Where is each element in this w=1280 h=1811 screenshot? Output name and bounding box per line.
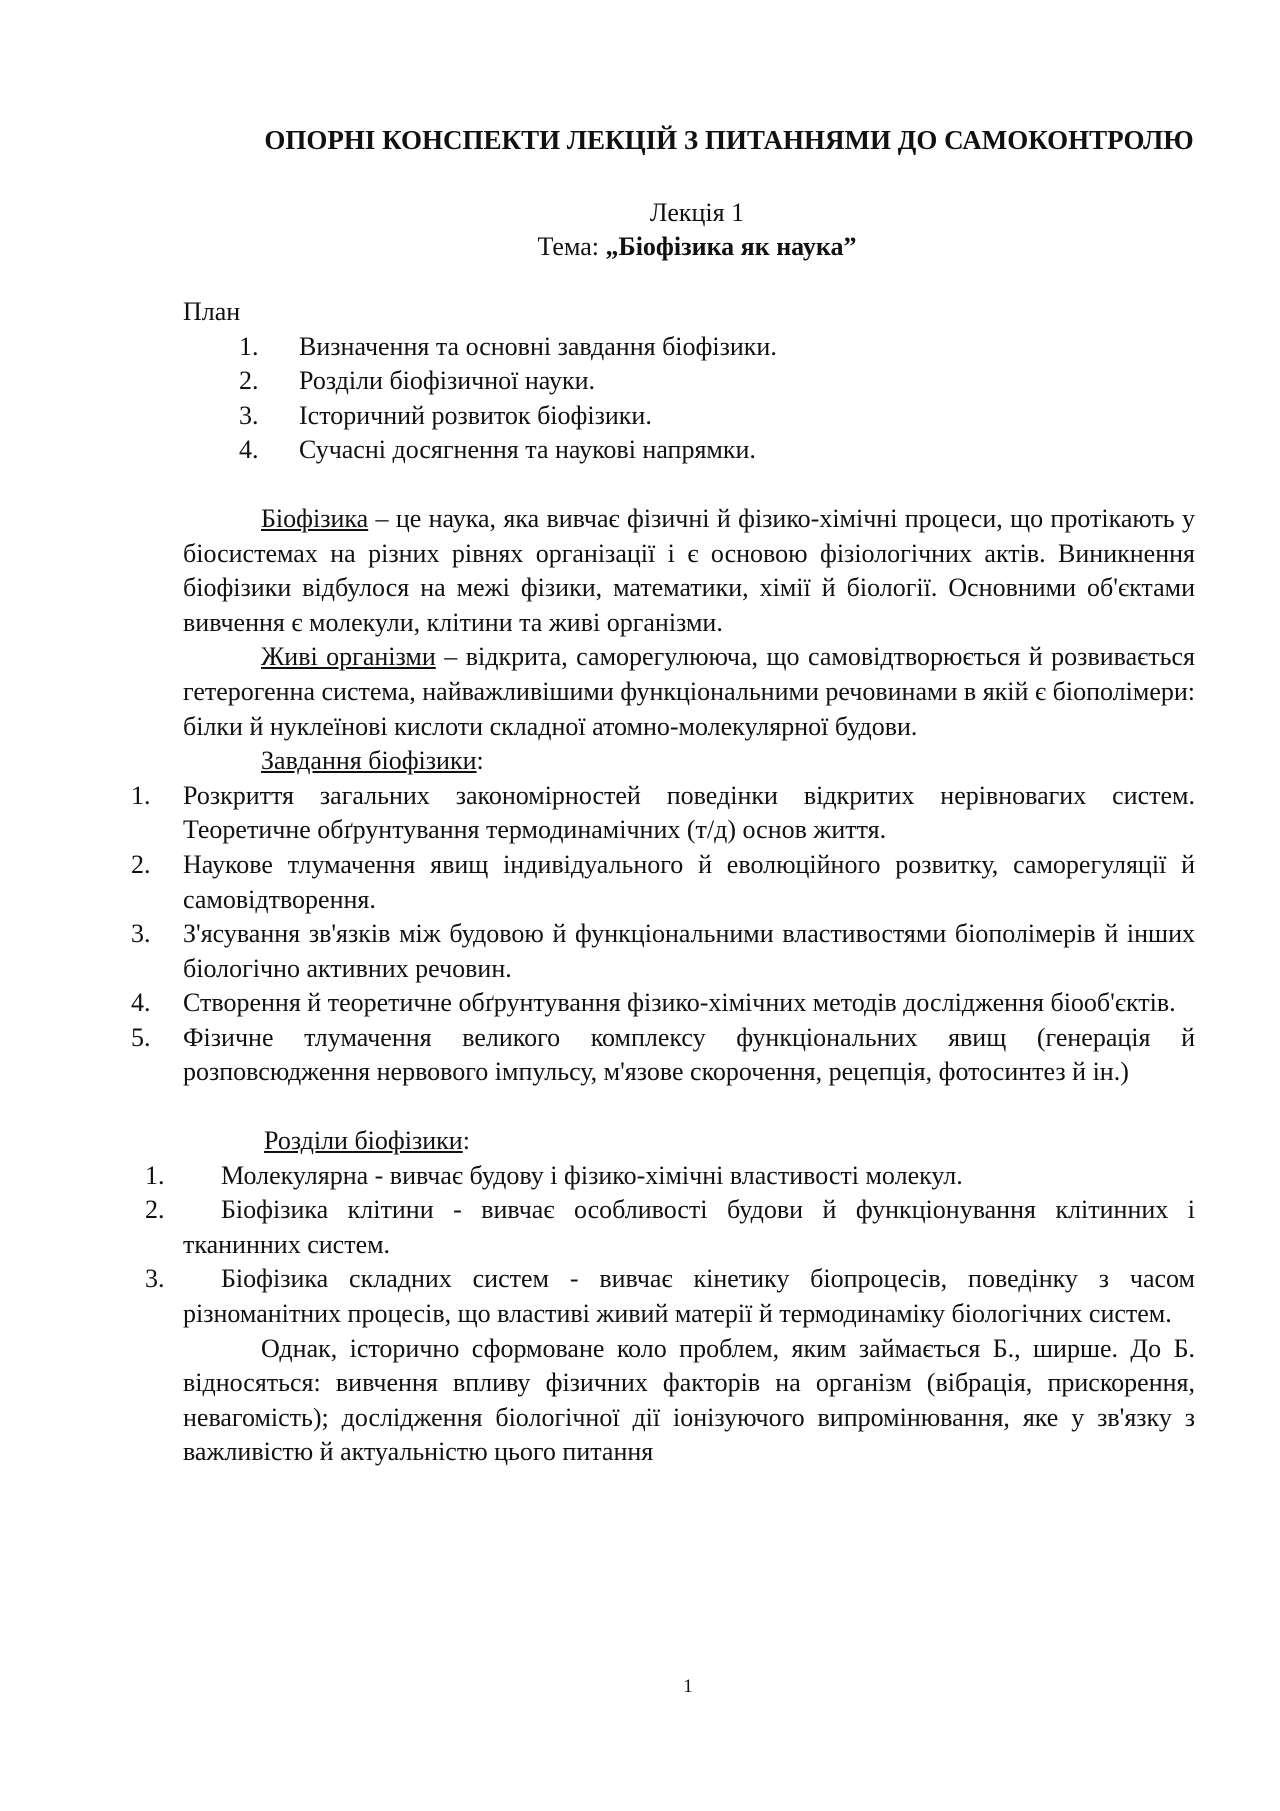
section-number: 2. [145,1195,165,1225]
task-text: Наукове тлумачення явищ індивідуального й еволюційного розвитку, саморегуляції й самовідтворення. [183,849,1195,914]
task-text: З'ясування зв'язків між будовою й функціональними властивостями біополімерів й інших біологічно активних речовин. [183,919,1195,983]
sections-heading [183,1124,1195,1159]
lecture-label: Лекція 1 [649,198,745,227]
plan-item [183,399,1195,434]
plan-item-number: 4. [239,435,259,465]
organisms-term: Живі організми [261,642,436,672]
task-number: 4. [131,988,151,1018]
tasks-list [131,779,1195,1090]
biophysics-definition [183,502,1195,640]
task-number: 3. [131,919,151,949]
tasks-heading-colon: : [476,746,484,776]
task-item [131,986,1195,1021]
biophysics-definition-text: – це наука, яка вивчає фізичні й фізико-хімічні процеси, що протікають у біосистемах на різних рівнях організації і є основою фізіологічних актів. Виникнення біофізики відбулося на межі фізики, математики, хімії й біології. Основними об'єктами вивчення є молекули, клітини та живі організми. [183,503,1195,637]
section-item [145,1262,1195,1331]
task-number: 2. [131,849,151,879]
task-item [131,1021,1195,1090]
section-text: Молекулярна - вивчає будову і фізико-хімічні властивості молекул. [221,1160,963,1190]
lecture-topic-line [199,230,1195,264]
section-number: 3. [145,1264,165,1294]
biophysics-term: Біофізика [261,503,369,533]
lecture-header [199,196,1195,264]
closing-paragraph: Однак, історично сформоване коло проблем, яким займається Б., ширше. До Б. відносяться: вивчення впливу фізичних факторів на організм (вібрація, прискорення, невагомість); дослідження біологічної дії іонізуючого випромінювання, яке у зв'язку з важливістю й актуальністю цього питання [183,1333,1195,1467]
task-item [131,779,1195,848]
plan-item [183,433,1195,468]
organisms-definition-text: – відкрита, саморегулююча, що самовідтворюється й розвивається гетерогенна система, найважливішими функціональними речовинами в якій є біополімери: білки й нуклеїнові кислоти складної атомно-молекулярної будови. [183,642,1195,741]
task-text: Створення й теоретичне обґрунтування фізико-хімічних методів дослідження біооб'єктів. [183,988,1176,1018]
plan-item-number: 2. [239,366,259,396]
task-number: 1. [131,780,151,810]
plan-list [183,330,1195,468]
topic-prefix: Тема: [537,232,606,261]
plan-heading: План [183,297,241,326]
page-content [131,124,1195,1470]
plan-item-text: Розділи біофізичної науки. [299,366,596,396]
organisms-definition [183,640,1195,744]
sections-heading-colon: : [462,1126,470,1156]
task-text: Фізичне тлумачення великого комплексу функціональних явищ (генерація й розповсюдження нервового імпульсу, м'язове скорочення, рецепція, фотосинтез й ін.) [183,1022,1195,1087]
sections-heading-text: Розділи біофізики [264,1126,463,1156]
section-item [145,1193,1195,1262]
plan-item-number: 3. [239,400,259,430]
section-text: Біофізика клітини - вивчає особливості будови й функціонування клітинних і тканинних систем. [183,1195,1195,1259]
section-text: Біофізика складних систем - вивчає кінетику біопроцесів, поведінку з часом різноманітних процесів, що властиві живий матерії й термодинаміку біологічних систем. [183,1264,1195,1329]
topic-title: „Біофізика як наука” [605,232,857,261]
plan-item-text: Визначення та основні завдання біофізики. [299,331,777,361]
document-title: ОПОРНІ КОНСПЕКТИ ЛЕКЦІЙ З ПИТАННЯМИ ДО САМОКОНТРОЛЮ [264,125,1194,155]
tasks-heading [183,744,1195,779]
task-text: Розкриття загальних закономірностей поведінки відкритих нерівновагих систем. Теоретичне обґрунтування термодинамічних (т/д) основ життя. [183,780,1195,845]
plan-item-text: Історичний розвиток біофізики. [299,400,652,430]
task-number: 5. [131,1022,151,1052]
tasks-heading-text: Завдання біофізики [261,746,477,776]
task-item [131,848,1195,917]
sections-list [145,1159,1195,1332]
plan-item [183,330,1195,365]
section-number: 1. [145,1160,165,1190]
plan-item-number: 1. [239,331,259,361]
page-number: 1 [683,1676,693,1697]
plan-item-text: Сучасні досягнення та наукові напрямки. [299,435,756,465]
task-item [131,917,1195,986]
section-item [145,1159,1195,1194]
plan-item [183,364,1195,399]
